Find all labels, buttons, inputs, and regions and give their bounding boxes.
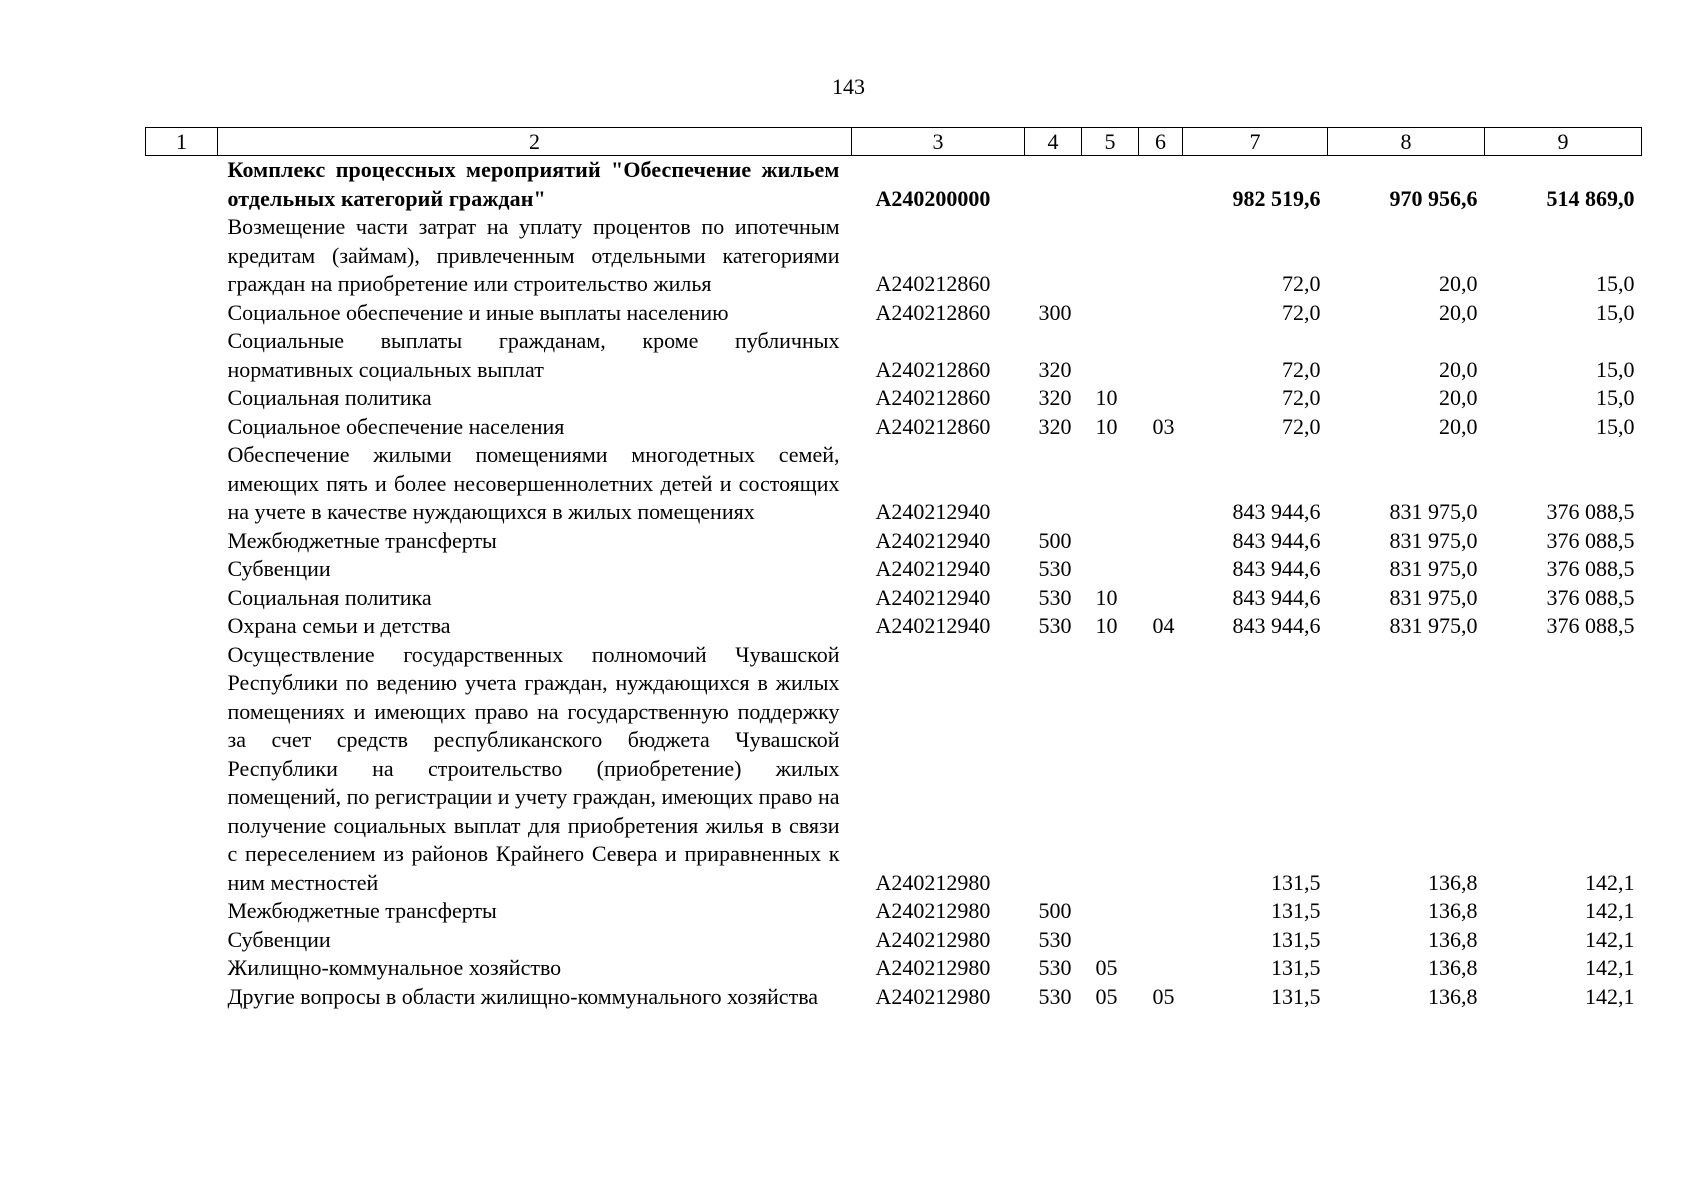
row-name: Субвенции <box>227 926 331 952</box>
target-article-code: А240212940 <box>875 613 991 638</box>
subsection-code: 03 <box>1152 413 1175 439</box>
column-header: 9 <box>1485 128 1642 156</box>
amount-col-9: 376 088,5 <box>1546 499 1635 524</box>
subsection-code <box>1139 299 1183 328</box>
amount-col-8: 136,8 <box>1428 955 1478 980</box>
subsection-code <box>1139 156 1183 214</box>
row-name: Другие вопросы в области жилищно-коммунального хозяйства <box>227 983 819 1009</box>
column-header: 3 <box>852 128 1025 156</box>
section-code: 05 <box>1095 955 1118 980</box>
target-article-code: А240212940 <box>875 584 991 610</box>
row-name: Возмещение части затрат на уплату процентов по ипотечным кредитам (займам), привлеченным отдельными категориями граждан на приобретение или строительство жилья <box>227 214 840 296</box>
target-article-code: А240212980 <box>875 869 991 895</box>
amount-col-9: 376 088,5 <box>1546 527 1635 553</box>
row-name: Обеспечение жилыми помещениями многодетных семей, имеющих пять и более несовершеннолетних детей и состоящих на учете в качестве нуждающихся в жилых помещениях <box>227 442 840 524</box>
table-row <box>146 441 1642 527</box>
row-name: Социальные выплаты гражданам, кроме публичных нормативных социальных выплат <box>227 328 840 382</box>
empty-cell <box>146 213 218 299</box>
expense-type-code: 530 <box>1038 584 1072 610</box>
amount-col-8: 136,8 <box>1428 898 1478 923</box>
row-name: Осуществление государственных полномочий Чувашской Республики по ведению учета граждан, нуждающихся в жилых помещениях и имеющих право на государственную поддержку за счет средств республиканского бюджета Чувашской Республики на строительство (приобретение) жилых помещений, по регистрации и учету граждан, имеющих право на получение социальных выплат для приобретения жилья в связи с переселением из районов Крайнего Севера и приравненных к ним местностей <box>227 641 840 895</box>
amount-col-7: 982 519,6 <box>1232 185 1321 211</box>
section-code <box>1082 213 1139 299</box>
row-name: Социальное обеспечение населения <box>227 413 565 439</box>
subsection-code <box>1139 555 1183 584</box>
empty-cell <box>146 584 218 613</box>
empty-cell <box>146 641 218 898</box>
amount-col-7: 131,5 <box>1271 955 1321 980</box>
table-row <box>146 584 1642 613</box>
empty-cell <box>146 954 218 983</box>
target-article-code: А240200000 <box>875 185 991 211</box>
amount-col-7: 843 944,6 <box>1232 499 1321 524</box>
amount-col-7: 72,0 <box>1282 271 1321 296</box>
amount-col-7: 843 944,6 <box>1232 613 1321 638</box>
amount-col-8: 136,8 <box>1428 983 1478 1009</box>
amount-col-7: 72,0 <box>1282 299 1321 325</box>
table-row <box>146 612 1642 641</box>
amount-col-9: 514 869,0 <box>1546 185 1635 211</box>
target-article-code: А240212940 <box>875 556 991 581</box>
amount-col-8: 831 975,0 <box>1389 527 1478 553</box>
expense-type-code: 320 <box>1038 385 1072 410</box>
expense-type-code: 500 <box>1038 527 1072 553</box>
column-header: 2 <box>218 128 852 156</box>
row-name: Комплекс процессных мероприятий "Обеспечение жильем отдельных категорий граждан" <box>227 157 840 211</box>
section-code <box>1082 156 1139 214</box>
amount-col-8: 136,8 <box>1428 926 1478 952</box>
amount-col-7: 843 944,6 <box>1232 527 1321 553</box>
amount-col-7: 131,5 <box>1271 869 1321 895</box>
empty-cell <box>146 897 218 926</box>
row-name: Охрана семьи и детства <box>227 613 451 638</box>
expense-type-code <box>1025 156 1082 214</box>
expense-type-code <box>1025 641 1082 898</box>
table-row <box>146 327 1642 384</box>
section-code <box>1082 441 1139 527</box>
amount-col-8: 20,0 <box>1439 356 1478 382</box>
amount-col-8: 970 956,6 <box>1389 185 1478 211</box>
amount-col-7: 72,0 <box>1282 413 1321 439</box>
amount-col-9: 142,1 <box>1585 983 1635 1009</box>
target-article-code: А240212860 <box>875 271 991 296</box>
table-row <box>146 384 1642 413</box>
row-name: Субвенции <box>227 556 331 581</box>
amount-col-8: 831 975,0 <box>1389 556 1478 581</box>
section-code: 10 <box>1095 613 1118 638</box>
amount-col-8: 20,0 <box>1439 385 1478 410</box>
subsection-code <box>1139 527 1183 556</box>
section-code: 10 <box>1095 385 1118 410</box>
column-header: 8 <box>1328 128 1485 156</box>
empty-cell <box>146 413 218 442</box>
empty-cell <box>146 527 218 556</box>
row-name: Социальное обеспечение и иные выплаты населению <box>227 299 729 325</box>
amount-col-9: 15,0 <box>1596 385 1635 410</box>
amount-col-9: 15,0 <box>1596 413 1635 439</box>
amount-col-8: 20,0 <box>1439 299 1478 325</box>
table-row <box>146 926 1642 955</box>
expense-type-code: 320 <box>1038 356 1072 382</box>
budget-table <box>145 127 1642 1011</box>
section-code <box>1082 527 1139 556</box>
target-article-code: А240212860 <box>875 413 991 439</box>
row-name: Межбюджетные трансферты <box>227 898 497 923</box>
amount-col-7: 843 944,6 <box>1232 584 1321 610</box>
amount-col-7: 131,5 <box>1271 898 1321 923</box>
section-code: 10 <box>1095 584 1118 610</box>
amount-col-9: 376 088,5 <box>1546 584 1635 610</box>
table-row <box>146 156 1642 214</box>
amount-col-7: 72,0 <box>1282 356 1321 382</box>
table-row <box>146 641 1642 898</box>
target-article-code: А240212860 <box>875 385 991 410</box>
target-article-code: А240212940 <box>875 527 991 553</box>
section-code <box>1082 299 1139 328</box>
column-header: 1 <box>146 128 218 156</box>
subsection-code <box>1139 641 1183 898</box>
section-code <box>1082 926 1139 955</box>
column-number-header-row <box>146 128 1642 156</box>
expense-type-code: 530 <box>1038 926 1072 952</box>
table-row <box>146 954 1642 983</box>
expense-type-code: 530 <box>1038 983 1072 1009</box>
amount-col-8: 831 975,0 <box>1389 584 1478 610</box>
amount-col-9: 15,0 <box>1596 356 1635 382</box>
amount-col-7: 131,5 <box>1271 926 1321 952</box>
column-header: 6 <box>1139 128 1183 156</box>
table-row <box>146 527 1642 556</box>
target-article-code: А240212980 <box>875 955 991 980</box>
empty-cell <box>146 612 218 641</box>
subsection-code <box>1139 926 1183 955</box>
table-row <box>146 213 1642 299</box>
column-header: 7 <box>1183 128 1328 156</box>
amount-col-9: 142,1 <box>1585 869 1635 895</box>
amount-col-9: 15,0 <box>1596 299 1635 325</box>
target-article-code: А240212860 <box>875 356 991 382</box>
row-name: Социальная политика <box>227 385 432 410</box>
empty-cell <box>146 926 218 955</box>
row-name: Социальная политика <box>227 584 432 610</box>
amount-col-8: 136,8 <box>1428 869 1478 895</box>
expense-type-code: 320 <box>1038 413 1072 439</box>
amount-col-9: 142,1 <box>1585 926 1635 952</box>
expense-type-code: 500 <box>1038 898 1072 923</box>
subsection-code: 05 <box>1152 983 1175 1009</box>
column-header: 5 <box>1082 128 1139 156</box>
expense-type-code <box>1025 213 1082 299</box>
expense-type-code: 530 <box>1038 955 1072 980</box>
section-code <box>1082 555 1139 584</box>
empty-cell <box>146 156 218 214</box>
section-code <box>1082 641 1139 898</box>
amount-col-9: 142,1 <box>1585 955 1635 980</box>
empty-cell <box>146 299 218 328</box>
target-article-code: А240212980 <box>875 926 991 952</box>
page-number: 143 <box>832 74 865 99</box>
amount-col-9: 376 088,5 <box>1546 556 1635 581</box>
target-article-code: А240212940 <box>875 499 991 524</box>
amount-col-7: 72,0 <box>1282 385 1321 410</box>
amount-col-8: 831 975,0 <box>1389 613 1478 638</box>
subsection-code <box>1139 213 1183 299</box>
expense-type-code: 530 <box>1038 556 1072 581</box>
target-article-code: А240212980 <box>875 983 991 1009</box>
empty-cell <box>146 384 218 413</box>
empty-cell <box>146 555 218 584</box>
subsection-code <box>1139 441 1183 527</box>
section-code <box>1082 897 1139 926</box>
subsection-code <box>1139 954 1183 983</box>
subsection-code <box>1139 584 1183 613</box>
empty-cell <box>146 441 218 527</box>
table-row <box>146 413 1642 442</box>
amount-col-9: 15,0 <box>1596 271 1635 296</box>
section-code: 10 <box>1095 413 1118 439</box>
row-name: Межбюджетные трансферты <box>227 527 497 553</box>
subsection-code <box>1139 327 1183 384</box>
table-row <box>146 897 1642 926</box>
amount-col-9: 376 088,5 <box>1546 613 1635 638</box>
table-row <box>146 983 1642 1012</box>
table-row <box>146 299 1642 328</box>
empty-cell <box>146 983 218 1012</box>
amount-col-7: 843 944,6 <box>1232 556 1321 581</box>
expense-type-code: 530 <box>1038 613 1072 638</box>
amount-col-7: 131,5 <box>1271 983 1321 1009</box>
expense-type-code <box>1025 441 1082 527</box>
amount-col-8: 20,0 <box>1439 271 1478 296</box>
amount-col-8: 831 975,0 <box>1389 499 1478 524</box>
section-code <box>1082 327 1139 384</box>
table-row <box>146 555 1642 584</box>
row-name: Жилищно-коммунальное хозяйство <box>227 955 562 980</box>
target-article-code: А240212980 <box>875 898 991 923</box>
section-code: 05 <box>1095 983 1118 1009</box>
empty-cell <box>146 327 218 384</box>
subsection-code: 04 <box>1152 613 1175 638</box>
subsection-code <box>1139 897 1183 926</box>
amount-col-8: 20,0 <box>1439 413 1478 439</box>
amount-col-9: 142,1 <box>1585 898 1635 923</box>
expense-type-code: 300 <box>1038 299 1072 325</box>
target-article-code: А240212860 <box>875 299 991 325</box>
column-header: 4 <box>1025 128 1082 156</box>
subsection-code <box>1139 384 1183 413</box>
